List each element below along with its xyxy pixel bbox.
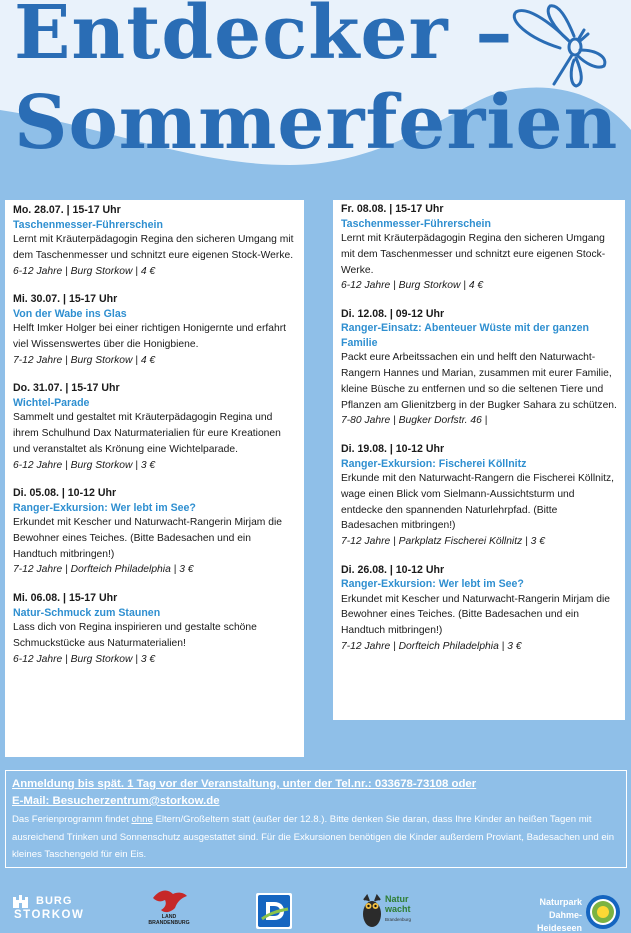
event-title: Taschenmesser-Führerschein xyxy=(13,218,163,231)
event-description: Erkundet mit Kescher und Naturwacht-Rangerin Mirjam die Bewohner eines Teiches. (Bitte Badesachen und ein Handtuch mitbringen!) xyxy=(341,593,610,637)
event-description: Sammelt und gestaltet mit Kräuterpädagogin Regina und ihrem Schulhund Dax Naturmaterialien für eure Kreationen und veranstaltet als Krönung eine Wichtelparade. xyxy=(13,412,281,455)
event-title: Ranger-Exkursion: Wer lebt im See? xyxy=(13,501,196,514)
event-item xyxy=(341,308,617,429)
event-description: Erkundet mit Kescher und Naturwacht-Rangerin Mirjam die Bewohner eines Teiches. (Bitte Badesachen und ein Handtuch mitbringen!) xyxy=(13,517,282,560)
naturwacht-text-2: wacht xyxy=(385,904,411,914)
event-title: Ranger-Exkursion: Fischerei Köllnitz xyxy=(341,457,527,470)
event-date: Di. 05.08. | 10-12 Uhr xyxy=(13,487,117,500)
event-meta: 6-12 Jahre | Burg Storkow | 3 € xyxy=(13,653,156,665)
event-column-right xyxy=(333,200,625,720)
event-meta: 6-12 Jahre | Burg Storkow | 4 € xyxy=(13,265,156,277)
castle-icon xyxy=(12,894,34,908)
event-description: Packt eure Arbeitssachen ein und helft den Naturwacht-Rangern Hannes und Marian, zusammen mit eurer Familie, kleine Büsche zu entfernen und so die seltenen Tiere und Pflanzen am Glienitzberg in der Bugker Sahara zu schützen. xyxy=(341,352,617,411)
event-date: Fr. 08.08. | 15-17 Uhr xyxy=(341,203,444,215)
registration-info-box xyxy=(5,770,627,868)
event-meta: 7-12 Jahre | Parkplatz Fischerei Köllnitz | 3 € xyxy=(341,536,545,548)
event-item xyxy=(13,487,296,578)
event-description: Lernt mit Kräuterpädagogin Regina den sicheren Umgang mit dem Taschenmesser und schnitzt eure eigenen Stock-Werke. xyxy=(13,234,294,261)
event-meta: 7-12 Jahre | Dorfteich Philadelphia | 3 € xyxy=(13,564,194,576)
d-logo xyxy=(256,893,292,929)
burg-storkow-logo xyxy=(12,894,85,926)
sun-icon xyxy=(584,893,622,931)
event-title: Wichtel-Parade xyxy=(13,396,90,409)
burg-logo-text-1: BURG xyxy=(36,895,73,907)
event-title: Von der Wabe ins Glas xyxy=(13,307,127,320)
land-logo-text-2: BRANDENBURG xyxy=(148,920,190,926)
event-meta: 7-80 Jahre | Bugker Dorfstr. 46 | xyxy=(341,415,488,427)
naturwacht-logo-text xyxy=(385,894,411,914)
page-title-line-2: Sommerferien xyxy=(14,80,619,166)
land-brandenburg-logo xyxy=(136,888,202,930)
event-item xyxy=(13,204,296,279)
info-text-underlined: ohne xyxy=(131,814,153,825)
event-date: Mi. 06.08. | 15-17 Uhr xyxy=(13,591,118,604)
event-description: Lernt mit Kräuterpädagogin Regina den sicheren Umgang mit dem Taschenmesser und schnitzt eure eigenen Stock-Werke. xyxy=(341,233,606,276)
dragonfly-icon xyxy=(488,0,612,98)
event-item xyxy=(341,203,617,294)
page-title-line-1: Entdecker – xyxy=(14,0,514,76)
registration-email-link[interactable]: E-Mail: Besucherzentrum@storkow.de xyxy=(12,795,220,807)
event-date: Di. 26.08. | 10-12 Uhr xyxy=(341,563,445,576)
naturwacht-logo xyxy=(361,892,421,930)
eagle-icon xyxy=(149,888,189,914)
event-meta: 6-12 Jahre | Burg Storkow | 3 € xyxy=(13,459,156,471)
event-title: Ranger-Einsatz: Abenteuer Wüste mit der ganzen Familie xyxy=(341,322,590,349)
event-item xyxy=(13,592,296,667)
naturwacht-text-1: Natur xyxy=(385,894,409,904)
event-column-left xyxy=(5,200,304,757)
naturpark-text-2: Dahme-Heideseen xyxy=(536,910,582,933)
event-item xyxy=(13,293,296,368)
event-title: Natur-Schmuck zum Staunen xyxy=(13,606,161,619)
event-date: Mo. 28.07. | 15-17 Uhr xyxy=(13,204,121,216)
event-date: Mi. 30.07. | 15-17 Uhr xyxy=(13,293,118,306)
event-item xyxy=(13,382,296,473)
event-date: Di. 19.08. | 10-12 Uhr xyxy=(341,442,445,455)
event-description: Lass dich von Regina inspirieren und gestalte schöne Schmuckstücke aus Naturmaterialien! xyxy=(13,621,257,649)
naturpark-text-1: Naturpark xyxy=(539,897,582,907)
event-date: Do. 31.07. | 15-17 Uhr xyxy=(13,382,120,395)
burg-logo-text-2: STORKOW xyxy=(14,909,85,921)
event-title: Ranger-Exkursion: Wer lebt im See? xyxy=(341,578,524,591)
naturpark-logo-text xyxy=(512,896,582,933)
info-text xyxy=(12,811,620,864)
event-meta: 7-12 Jahre | Dorfteich Philadelphia | 3 € xyxy=(341,641,522,653)
info-text-after: Eltern/Großeltern statt (außer der 12.8.). Bitte denken Sie daran, dass Ihre Kinder an heißen Tagen mit ausreichend Trinken und Sonnenschutz ausgestattet sind. Für die Exkursionen benötigen die Kinder außerdem Proviant, Badesachen und ein kleines Taschengeld für ein Eis. xyxy=(12,814,615,860)
naturpark-logo xyxy=(512,892,622,932)
event-meta: 7-12 Jahre | Burg Storkow | 4 € xyxy=(13,354,156,366)
d-logo-icon xyxy=(256,893,292,929)
land-logo-text-1: LAND xyxy=(161,914,177,920)
naturwacht-logo-subtext: Brandenburg xyxy=(385,917,412,922)
footer-logos xyxy=(0,876,631,933)
event-item xyxy=(341,443,617,550)
event-item xyxy=(341,564,617,655)
owl-icon xyxy=(361,894,383,928)
land-logo-text xyxy=(136,914,202,926)
event-title: Taschenmesser-Führerschein xyxy=(341,217,491,230)
info-text-before: Das Ferienprogramm findet xyxy=(12,814,132,825)
event-description: Erkunde mit den Naturwacht-Rangern die Fischerei Köllnitz, wage einen Blick vom Sielmann-Aussichtsturm und entdecke den spannenden Naturlehrpfad. (Bitte Badesachen mitbringen!) xyxy=(341,472,614,532)
registration-phone-line: Anmeldung bis spät. 1 Tag vor der Veranstaltung, unter der Tel.nr.: 033678-73108 oder xyxy=(12,778,477,790)
event-date: Di. 12.08. | 09-12 Uhr xyxy=(341,307,445,320)
event-description: Helft Imker Holger bei einer richtigen Honigernte und erfahrt viel Wissenswertes über die Honigbiene. xyxy=(13,323,287,350)
event-meta: 6-12 Jahre | Burg Storkow | 4 € xyxy=(341,280,484,292)
